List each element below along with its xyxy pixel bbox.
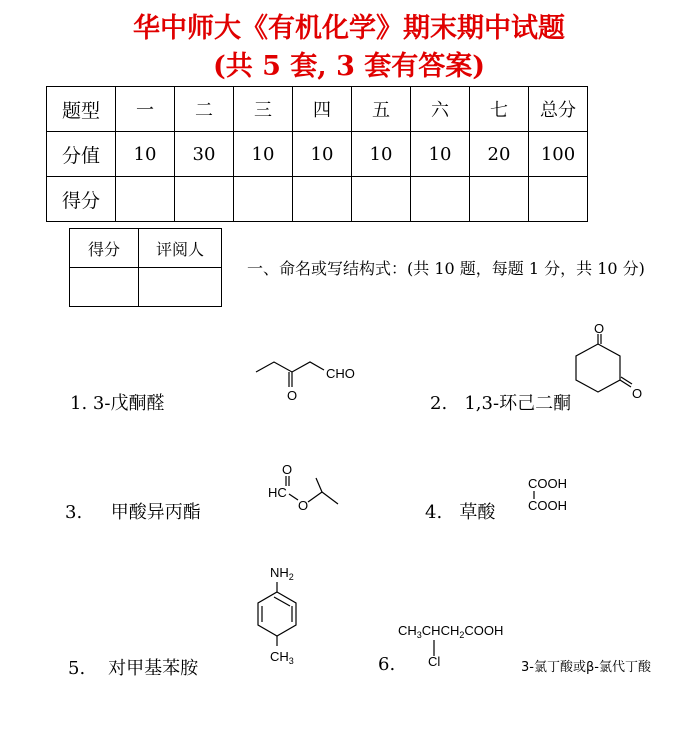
points-cell: 10	[411, 132, 470, 177]
points-cell: 10	[352, 132, 411, 177]
question-number: 3.	[65, 502, 83, 523]
score-input-cell[interactable]	[175, 177, 234, 222]
table-row	[47, 87, 588, 132]
table-row	[70, 268, 222, 307]
question-4	[425, 498, 495, 524]
question-text: 草酸	[459, 502, 496, 523]
grader-reviewer-label: 评阅人	[139, 229, 222, 268]
score-table	[46, 86, 588, 222]
score-input-cell[interactable]	[529, 177, 588, 222]
question-3	[65, 498, 201, 524]
carbonyl-o-top: O	[594, 321, 605, 336]
points-cell: 10	[116, 132, 175, 177]
structure-p-toluidine	[250, 560, 320, 670]
question-text: 甲酸异丙酯	[110, 502, 201, 523]
row-header-type: 题型	[47, 87, 116, 132]
table-row	[47, 177, 588, 222]
score-input-cell[interactable]	[411, 177, 470, 222]
row-header-score: 得分	[47, 177, 116, 222]
score-input-cell[interactable]	[470, 177, 529, 222]
ch3-label: $CH_3$	[270, 649, 294, 666]
question-number: 5.	[68, 658, 86, 679]
hc-label: HC	[268, 485, 287, 500]
structure-oxalic-acid	[528, 475, 588, 517]
nh2-label: $NH_2$	[270, 565, 294, 582]
column-header: 七	[470, 87, 529, 132]
score-input-cell[interactable]	[293, 177, 352, 222]
score-input-cell[interactable]	[234, 177, 293, 222]
column-header: 三	[234, 87, 293, 132]
grader-score-cell[interactable]	[70, 268, 139, 307]
column-header: 四	[293, 87, 352, 132]
question-5	[68, 654, 198, 680]
exam-subtitle: (共 5 套, 3 套有答案)	[212, 51, 486, 82]
cooh-top: COOH	[528, 476, 567, 491]
exam-title: 华中师大《有机化学》期末期中试题	[133, 13, 565, 44]
question-6	[378, 654, 395, 675]
structure-3-oxopentanal	[250, 356, 370, 406]
column-header: 总分	[529, 87, 588, 132]
carbonyl-o-right: O	[632, 386, 643, 401]
ester-o-label: O	[298, 498, 309, 513]
grader-reviewer-cell[interactable]	[139, 268, 222, 307]
points-cell: 10	[234, 132, 293, 177]
carbonyl-o-label: O	[287, 388, 298, 403]
formula-label: $CH_3CHCH_2COOH$	[398, 623, 504, 640]
score-input-cell[interactable]	[116, 177, 175, 222]
cl-label: Cl	[428, 654, 441, 669]
carbonyl-o-label: O	[282, 462, 293, 477]
section-one-heading: 一、命名或写结构式：(共 10 题，每题 1 分，共 10 分)	[247, 259, 645, 278]
points-cell: 20	[470, 132, 529, 177]
points-cell: 100	[529, 132, 588, 177]
q6-answer: 3-氯丁酸或β-氯代丁酸	[521, 660, 651, 675]
question-number: 4.	[425, 502, 443, 523]
question-text: 1,3-环己二酮	[464, 393, 572, 414]
structure-cyclohexane-1-3-dione	[575, 320, 655, 410]
question-number: 2.	[430, 393, 448, 414]
column-header: 五	[352, 87, 411, 132]
points-cell: 30	[175, 132, 234, 177]
row-header-points: 分值	[47, 132, 116, 177]
table-row	[47, 132, 588, 177]
column-header: 一	[116, 87, 175, 132]
cooh-bottom: COOH	[528, 498, 567, 513]
question-text: 对甲基苯胺	[108, 658, 199, 679]
structure-isopropyl-formate	[266, 462, 356, 517]
column-header: 六	[411, 87, 470, 132]
grader-table	[69, 228, 222, 307]
score-input-cell[interactable]	[352, 177, 411, 222]
question-number: 6.	[378, 654, 396, 675]
grader-score-label: 得分	[70, 229, 139, 268]
question-1	[70, 389, 164, 415]
structure-3-chlorobutanoic-acid	[398, 620, 528, 670]
table-row	[70, 229, 222, 268]
points-cell: 10	[293, 132, 352, 177]
question-text: 3-戊酮醛	[92, 393, 165, 414]
question-2	[430, 389, 571, 415]
column-header: 二	[175, 87, 234, 132]
question-number: 1.	[70, 393, 88, 414]
cho-label: CHO	[326, 366, 355, 381]
